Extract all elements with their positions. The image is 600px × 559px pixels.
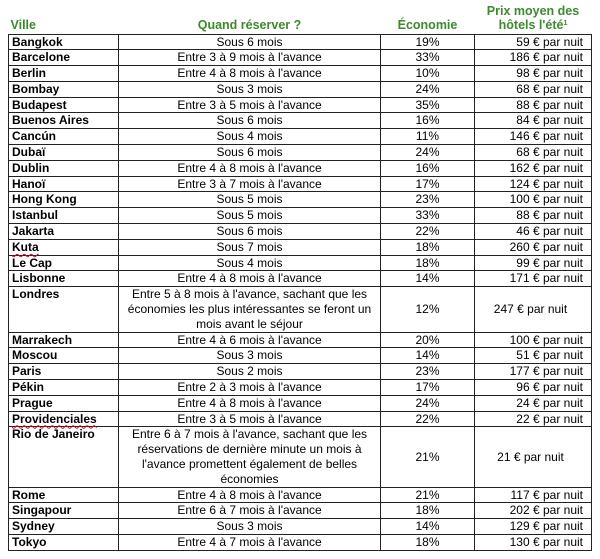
- cell-ville: Budapest: [9, 97, 119, 113]
- table-row: [9, 81, 592, 97]
- cell-economie: 11%: [381, 129, 475, 145]
- cell-economie: 14%: [381, 348, 475, 364]
- cell-prix: 88 € par nuit: [475, 97, 592, 113]
- header-ville: Ville: [10, 17, 36, 32]
- cell-prix: 59 € par nuit: [475, 34, 592, 50]
- table-row: [9, 348, 592, 364]
- table-row: [9, 519, 592, 535]
- cell-prix: 46 € par nuit: [475, 224, 592, 240]
- header-prix-moyen: [475, 0, 592, 34]
- table-header-row: [9, 0, 592, 34]
- cell-ville: Singapour: [9, 503, 119, 519]
- cell-ville: Barcelone: [9, 50, 119, 66]
- cell-prix: 99 € par nuit: [475, 255, 592, 271]
- cell-economie: 17%: [381, 380, 475, 396]
- cell-prix: 88 € par nuit: [475, 208, 592, 224]
- cell-ville: Berlin: [9, 66, 119, 82]
- cell-economie: 22%: [381, 224, 475, 240]
- cell-ville: [9, 411, 119, 427]
- cell-economie: 21%: [381, 427, 475, 487]
- cell-ville: Bombay: [9, 81, 119, 97]
- cell-prix: 186 € par nuit: [475, 50, 592, 66]
- cell-ville: Rio de Janeiro: [9, 427, 119, 487]
- cell-economie: 19%: [381, 34, 475, 50]
- table-row: [9, 113, 592, 129]
- cell-economie: 12%: [381, 287, 475, 332]
- table-row: [9, 145, 592, 161]
- cell-quand-reserver: Sous 3 mois: [119, 519, 381, 535]
- cell-quand-reserver: Entre 4 à 7 mois à l'avance: [119, 535, 381, 551]
- cell-ville: Londres: [9, 287, 119, 332]
- cell-ville: Cancún: [9, 129, 119, 145]
- cell-prix: 162 € par nuit: [475, 160, 592, 176]
- cell-ville: Rome: [9, 487, 119, 503]
- cell-prix: 130 € par nuit: [475, 535, 592, 551]
- cell-ville: Lisbonne: [9, 271, 119, 287]
- cell-ville: Moscou: [9, 348, 119, 364]
- cell-economie: 21%: [381, 487, 475, 503]
- cell-economie: 16%: [381, 160, 475, 176]
- cell-economie: 23%: [381, 192, 475, 208]
- cell-prix: 202 € par nuit: [475, 503, 592, 519]
- cell-quand-reserver: Sous 6 mois: [119, 224, 381, 240]
- cell-prix: 100 € par nuit: [475, 332, 592, 348]
- cell-economie: 24%: [381, 81, 475, 97]
- cell-prix: 98 € par nuit: [475, 66, 592, 82]
- table-row: [9, 287, 592, 332]
- cell-prix: 21 € par nuit: [475, 427, 592, 487]
- cell-quand-reserver: Sous 3 mois: [119, 81, 381, 97]
- table-row: [9, 34, 592, 50]
- cell-economie: 23%: [381, 364, 475, 380]
- cell-economie: 14%: [381, 271, 475, 287]
- cell-quand-reserver: Sous 4 mois: [119, 129, 381, 145]
- cell-quand-reserver: Sous 4 mois: [119, 255, 381, 271]
- table-row: [9, 192, 592, 208]
- cell-prix: 247 € par nuit: [475, 287, 592, 332]
- cell-ville: Bangkok: [9, 34, 119, 50]
- cell-prix: 51 € par nuit: [475, 348, 592, 364]
- cell-prix: 96 € par nuit: [475, 380, 592, 396]
- table-row: [9, 224, 592, 240]
- cell-ville: Marrakech: [9, 332, 119, 348]
- cell-quand-reserver: Entre 6 à 7 mois à l'avance: [119, 503, 381, 519]
- cell-prix: 117 € par nuit: [475, 487, 592, 503]
- cell-quand-reserver: Sous 7 mois: [119, 239, 381, 255]
- cell-economie: 16%: [381, 113, 475, 129]
- cell-quand-reserver: Sous 6 mois: [119, 34, 381, 50]
- cell-quand-reserver: Entre 3 à 5 mois à l'avance: [119, 97, 381, 113]
- cell-prix: 84 € par nuit: [475, 113, 592, 129]
- cell-ville: Dubaï: [9, 145, 119, 161]
- table-row: [9, 255, 592, 271]
- cell-prix: 24 € par nuit: [475, 395, 592, 411]
- cell-prix: 177 € par nuit: [475, 364, 592, 380]
- cell-prix: 124 € par nuit: [475, 176, 592, 192]
- cell-economie: 18%: [381, 255, 475, 271]
- cell-ville: Hong Kong: [9, 192, 119, 208]
- table-row: [9, 129, 592, 145]
- cell-quand-reserver: Sous 5 mois: [119, 192, 381, 208]
- cell-ville: Prague: [9, 395, 119, 411]
- cell-prix: 68 € par nuit: [475, 145, 592, 161]
- cell-ville: Pékin: [9, 380, 119, 396]
- cell-quand-reserver: Entre 4 à 8 mois à l'avance: [119, 66, 381, 82]
- cell-ville: Dublin: [9, 160, 119, 176]
- cell-economie: 35%: [381, 97, 475, 113]
- cell-prix: 68 € par nuit: [475, 81, 592, 97]
- cell-quand-reserver: Sous 6 mois: [119, 113, 381, 129]
- cell-quand-reserver: Entre 4 à 6 mois à l'avance: [119, 332, 381, 348]
- cell-economie: 33%: [381, 50, 475, 66]
- header-prix-label: Prix moyen des hôtels l'été: [486, 3, 580, 32]
- header-economie: Économie: [397, 17, 458, 32]
- cell-economie: 14%: [381, 519, 475, 535]
- cell-ville: Paris: [9, 364, 119, 380]
- cell-quand-reserver: Entre 4 à 8 mois à l'avance: [119, 487, 381, 503]
- table-row: [9, 332, 592, 348]
- table-row: [9, 50, 592, 66]
- table-row: [9, 97, 592, 113]
- table-row: [9, 160, 592, 176]
- cell-prix: 146 € par nuit: [475, 129, 592, 145]
- hotel-booking-table: [8, 0, 592, 551]
- cell-quand-reserver: Entre 6 à 7 mois à l'avance, sachant que les réservations de dernière minute un mois à l'avance promettent également de belles économies: [119, 427, 381, 487]
- cell-ville: Hanoï: [9, 176, 119, 192]
- cell-ville: Buenos Aires: [9, 113, 119, 129]
- cell-quand-reserver: Entre 4 à 8 mois à l'avance: [119, 395, 381, 411]
- footnote-marker: 1: [563, 19, 568, 27]
- table-row: [9, 503, 592, 519]
- cell-economie: 22%: [381, 411, 475, 427]
- cell-quand-reserver: Entre 3 à 9 mois à l'avance: [119, 50, 381, 66]
- cell-quand-reserver: Entre 4 à 8 mois à l'avance: [119, 271, 381, 287]
- table-row: [9, 271, 592, 287]
- cell-quand-reserver: Entre 4 à 8 mois à l'avance: [119, 160, 381, 176]
- table-row: [9, 487, 592, 503]
- cell-prix: 129 € par nuit: [475, 519, 592, 535]
- cell-economie: 18%: [381, 535, 475, 551]
- cell-quand-reserver: Sous 5 mois: [119, 208, 381, 224]
- cell-economie: 33%: [381, 208, 475, 224]
- cell-quand-reserver: Entre 5 à 8 mois à l'avance, sachant que les économies les plus intéressantes se feront un mois avant le séjour: [119, 287, 381, 332]
- cell-ville: Tokyo: [9, 535, 119, 551]
- cell-quand-reserver: Entre 3 à 5 mois à l'avance: [119, 411, 381, 427]
- cell-economie: 18%: [381, 503, 475, 519]
- table-row: [9, 427, 592, 487]
- cell-ville: [9, 239, 119, 255]
- cell-ville: Istanbul: [9, 208, 119, 224]
- cell-economie: 20%: [381, 332, 475, 348]
- cell-prix: 100 € par nuit: [475, 192, 592, 208]
- header-quand-reserver: Quand réserver ?: [197, 17, 302, 32]
- cell-economie: 18%: [381, 239, 475, 255]
- cell-quand-reserver: Sous 2 mois: [119, 364, 381, 380]
- table-row: [9, 66, 592, 82]
- cell-ville: Le Cap: [9, 255, 119, 271]
- table-row: [9, 535, 592, 551]
- cell-ville: Jakarta: [9, 224, 119, 240]
- cell-economie: 10%: [381, 66, 475, 82]
- table-row: [9, 239, 592, 255]
- cell-economie: 17%: [381, 176, 475, 192]
- table-row: [9, 176, 592, 192]
- cell-economie: 24%: [381, 145, 475, 161]
- table-row: [9, 364, 592, 380]
- cell-quand-reserver: Entre 2 à 3 mois à l'avance: [119, 380, 381, 396]
- cell-prix: 171 € par nuit: [475, 271, 592, 287]
- spellcheck-underlined-text: Providenciales: [12, 411, 97, 426]
- cell-quand-reserver: Sous 6 mois: [119, 145, 381, 161]
- table-row: [9, 208, 592, 224]
- cell-prix: 22 € par nuit: [475, 411, 592, 427]
- spellcheck-underlined-text: Kuta: [12, 239, 39, 254]
- cell-quand-reserver: Sous 3 mois: [119, 348, 381, 364]
- cell-quand-reserver: Entre 3 à 7 mois à l'avance: [119, 176, 381, 192]
- table-row: [9, 380, 592, 396]
- table-row: [9, 411, 592, 427]
- cell-ville: Sydney: [9, 519, 119, 535]
- table-row: [9, 395, 592, 411]
- table-body: [9, 34, 592, 550]
- cell-economie: 24%: [381, 395, 475, 411]
- cell-prix: 260 € par nuit: [475, 239, 592, 255]
